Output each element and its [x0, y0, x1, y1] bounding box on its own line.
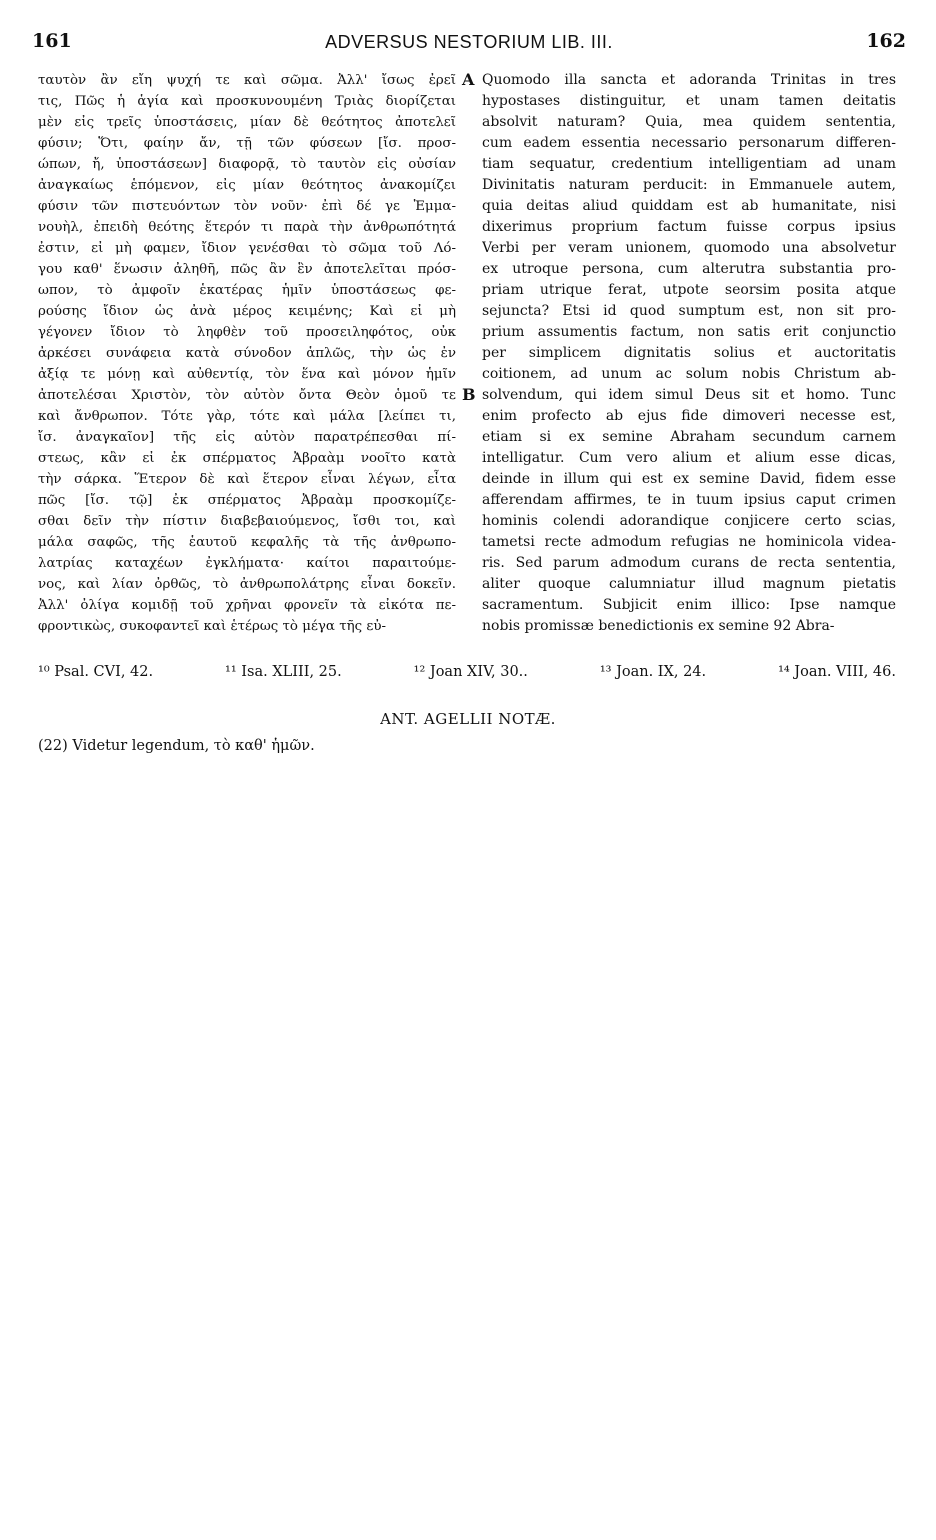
text-line: γου καθ' ἕνωσιν ἀληθῆ, πῶς ἂν ἓν ἀποτελεῖται πρόσ- [38, 262, 456, 277]
text-line: etiam si ex semine Abraham secundum carnem [482, 429, 896, 445]
page-number-right: 162 [866, 30, 906, 52]
text-line: ἀναγκαίως ἑπόμενον, εἰς μίαν θεότητος ἀνακομίζει [38, 178, 456, 193]
text-line: καὶ ἄνθρωπον. Τότε γὰρ, τότε καὶ μάλα [λείπει τι, [38, 409, 456, 424]
text-line: τις, Πῶς ἡ ἁγία καὶ προσκυνουμένη Τριὰς διορίζεται [38, 94, 456, 109]
text-line: στεως, κἂν εἰ ἐκ σπέρματος Ἀβραὰμ νοοῖτο κατὰ [38, 451, 456, 466]
text-line: νος, καὶ λίαν ὀρθῶς, τὸ ἀνθρωπολάτρης εἶναι δοκεῖν. [38, 577, 456, 592]
text-line: ἀρκέσει συνάφεια κατὰ σύνοδον ἁπλῶς, τὴν ὡς ἐν [38, 346, 456, 361]
text-line: μὲν εἰς τρεῖς ὑποστάσεις, μίαν δὲ θεότητος ἀποτελεῖ [38, 115, 456, 130]
text-line: ex utroque persona, cum alterutra substantia pro- [482, 261, 896, 277]
text-line: νουὴλ, ἐπειδὴ θεότης ἕτερόν τι παρὰ τὴν ἀνθρωπότητά [38, 220, 456, 235]
text-line: hypostases distinguitur, et unam tamen deitatis [482, 93, 896, 109]
margin-markers [458, 70, 482, 670]
text-line: prium assumentis factum, non satis erit conjunctio [482, 324, 896, 340]
text-line: φύσιν τῶν πιστευόντων τὸν νοῦν· ἐπὶ δέ γε Ἐμμα- [38, 199, 456, 214]
greek-text-column [38, 70, 456, 650]
latin-text-column [482, 70, 896, 650]
text-line: tametsi recte admodum refugias ne hominicola videa- [482, 534, 896, 550]
text-line: intelligatur. Cum vero alium et alium esse dicas, [482, 450, 896, 466]
text-line: τὴν σάρκα. Ἕτερον δὲ καὶ ἕτερον εἶναι λέγων, εἶτα [38, 472, 456, 487]
text-line: coitionem, ad unum ac solum nobis Christum ab- [482, 366, 896, 382]
text-line: ἐστιν, εἰ μὴ φαμεν, ἴδιον γενέσθαι τὸ σῶμα τοῦ Λό- [38, 241, 456, 256]
text-line: ωπον, τὸ ἀμφοῖν ἑκατέρας ἡμῖν ὑποστάσεως φε- [38, 283, 456, 298]
text-line: φροντικὼς, συκοφαντεῖ καὶ ἑτέρως τὸ μέγα τῆς εὐ- [38, 619, 386, 634]
margin-marker: B [462, 385, 476, 404]
text-line: πῶς [ἴσ. τῷ] ἐκ σπέρματος Ἀβραὰμ προσκομίζε- [38, 493, 456, 508]
text-line: ρούσης ἴδιον ὡς ἀνὰ μέρος κειμένης; Καὶ εἰ μὴ [38, 304, 456, 319]
margin-marker: A [462, 70, 475, 89]
text-line: aliter quoque calumniatur illud magnum pietatis [482, 576, 896, 592]
text-line: deinde in illum qui est ex semine David, fidem esse [482, 471, 896, 487]
page-number-left: 161 [32, 30, 72, 52]
text-line: Quomodo illa sancta et adoranda Trinitas in tres [482, 72, 896, 88]
notes-title: ANT. AGELLII NOTÆ. [380, 710, 556, 728]
text-line: cum eadem essentia necessario personarum differen- [482, 135, 896, 151]
text-line: Ἀλλ' ὀλίγα κομιδῇ τοῦ χρῆναι φρονεῖν τὰ εἰκότα πε- [38, 598, 456, 613]
text-line: ἴσ. ἀναγκαῖον] τῆς εἰς αὐτὸν παρατρέπεσθαι πί- [38, 430, 456, 445]
text-line: enim profecto ab ejus fide dimoveri necesse est, [482, 408, 896, 424]
text-line: φύσιν; Ὅτι, φαίην ἄν, τῇ τῶν φύσεων [ἴσ. προσ- [38, 136, 456, 151]
text-line: dixerimus proprium factum fuisse corpus ipsius [482, 219, 896, 235]
footnote: ¹⁴ Joan. VIII, 46. [778, 664, 896, 680]
text-line: Verbi per veram unionem, quomodo una absolvetur [482, 240, 896, 256]
editor-note: (22) Videtur legendum, τὸ καθ' ἡμῶν. [38, 738, 315, 754]
text-line: μάλα σαφῶς, τῆς ἑαυτοῦ κεφαλῆς τὰ τῆς ἀνθρωπο- [38, 535, 456, 550]
footnote: ¹² Joan XIV, 30.. [413, 664, 528, 680]
text-line: absolvit naturam? Quia, mea quidem sententia, [482, 114, 896, 130]
text-line: quia deitas aliud quiddam est ab humanitate, nisi [482, 198, 896, 214]
text-line: Divinitatis naturam perducit: in Emmanuele autem, [482, 177, 896, 193]
text-line: ἀποτελέσαι Χριστὸν, τὸν αὐτὸν ὄντα Θεὸν ὁμοῦ τε [38, 388, 456, 403]
text-line: ώπων, ἤ, ὑποστάσεων] διαφορᾷ, τὸ ταυτὸν εἰς οὐσίαν [38, 157, 456, 172]
running-title: ADVERSUS NESTORIUM LIB. III. [325, 32, 613, 52]
text-line: sacramentum. Subjicit enim illico: Ipse namque [482, 597, 896, 613]
text-line: ἀξίᾳ τε μόνῃ καὶ αὐθεντίᾳ, τὸν ἕνα καὶ μόνον ἡμῖν [38, 367, 456, 382]
page-header [32, 30, 906, 58]
footnote: ¹¹ Isa. XLIII, 25. [225, 664, 342, 680]
text-line: sejuncta? Etsi id quod sumptum est, non sit pro- [482, 303, 896, 319]
text-line: σθαι δεῖν τὴν πίστιν διαβεβαιούμενος, ἴσθι τοι, καὶ [38, 514, 456, 529]
footnote: ¹³ Joan. IX, 24. [599, 664, 707, 680]
text-line: λατρίας καταχέων ἐγκλήματα· καίτοι παραιτούμε- [38, 556, 456, 571]
text-line: per simplicem dignitatis solius et auctoritatis [482, 345, 896, 361]
text-line: afferendam affirmes, te in tuum ipsius caput crimen [482, 492, 896, 508]
text-line: solvendum, qui idem simul Deus sit et homo. Tunc [482, 387, 896, 403]
footnotes [38, 664, 896, 688]
text-line: ταυτὸν ἂν εἴη ψυχή τε καὶ σῶμα. Ἀλλ' ἴσως ἐρεῖ [38, 73, 456, 88]
text-line: tiam sequatur, credentium intelligentiam ad unam [482, 156, 896, 172]
footnote: ¹⁰ Psal. CVI, 42. [38, 664, 154, 680]
text-line: nobis promissæ benedictionis ex semine 92 Abra- [482, 618, 835, 634]
text-line: γέγονεν ἴδιον τὸ ληφθὲν τοῦ προσειληφότος, οὐκ [38, 325, 456, 340]
text-line: ris. Sed parum admodum curans de recta sententia, [482, 555, 896, 571]
text-line: hominis colendi adorandique conjicere certo scias, [482, 513, 896, 529]
text-line: priam utrique ferat, utpote seorsim posita atque [482, 282, 896, 298]
